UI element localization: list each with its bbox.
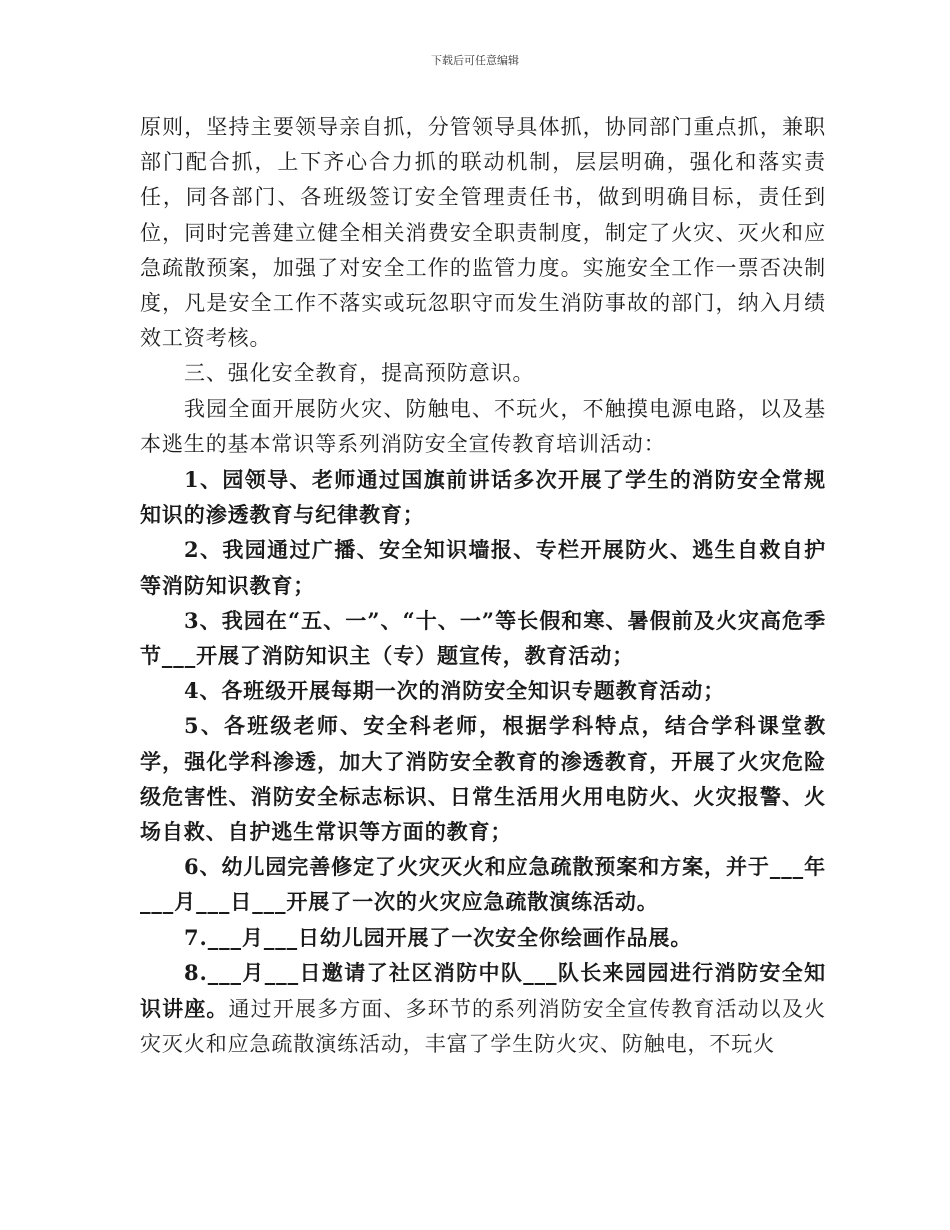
- list-item-8-bold: 8.___月___日邀请了社区消防中队___队长来园园进行消防安全知识讲座。: [140, 959, 826, 1022]
- page-header: 下载后可任意编辑: [431, 54, 519, 67]
- document-body: [140, 110, 826, 1062]
- paragraph-responsibility: 原则，坚持主要领导亲自抓，分管领导具体抓，协同部门重点抓，兼职部门配合抓，上下齐心合力抓的联动机制，层层明确，强化和落实责任，同各部门、各班级签订安全管理责任书，做到明确目标，责任到位，同时完善建立健全相关消费安全职责制度，制定了火灾、灭火和应急疏散预案，加强了对安全工作的监管力度。实施安全工作一票否决制度，凡是安全工作不落实或玩忽职守而发生消防事故的部门，纳入月绩效工资考核。: [140, 115, 826, 351]
- list-item-4: 4、各班级开展每期一次的消防安全知识专题教育活动；: [184, 678, 726, 704]
- section-heading-education: 三、强化安全教育，提高预防意识。: [184, 361, 535, 386]
- paragraph-activities-intro: 我园全面开展防火灾、防触电、不玩火，不触摸电源电路，以及基本逃生的基本常识等系列消防安全宣传教育培训活动：: [140, 396, 826, 456]
- list-item-7: 7.___月___日幼儿园开展了一次安全你绘画作品展。: [184, 924, 693, 950]
- list-item-8: [140, 955, 826, 1063]
- list-item-6: 6、幼儿园完善修定了火灾灭火和应急疏散预案和方案，并于___年___月___日___开展了一次的火灾应急疏散演练活动。: [140, 854, 826, 915]
- list-item-5: 5、各班级老师、安全科老师，根据学科特点，结合学科课堂教学，强化学科渗透，加大了消防安全教育的渗透教育，开展了火灾危险级危害性、消防安全标志标识、日常生活用火用电防火、火灾报警、火场自救、自护逃生常识等方面的教育；: [140, 713, 826, 845]
- list-item-2: 2、我园通过广播、安全知识墙报、专栏开展防火、逃生自救自护等消防知识教育；: [140, 537, 826, 598]
- list-item-1: 1、园领导、老师通过国旗前讲话多次开展了学生的消防安全常规知识的渗透教育与纪律教育；: [140, 467, 826, 528]
- list-item-3: 3、我园在“五、一”、“十、一”等长假和寒、暑假前及火灾高危季节___开展了消防知识主（专）题宣传，教育活动；: [140, 607, 826, 669]
- list-item-8-summary: 通过开展多方面、多环节的系列消防安全宣传教育活动以及火灾灭火和应急疏散演练活动，丰富了学生防火灾、防触电，不玩火: [140, 997, 826, 1057]
